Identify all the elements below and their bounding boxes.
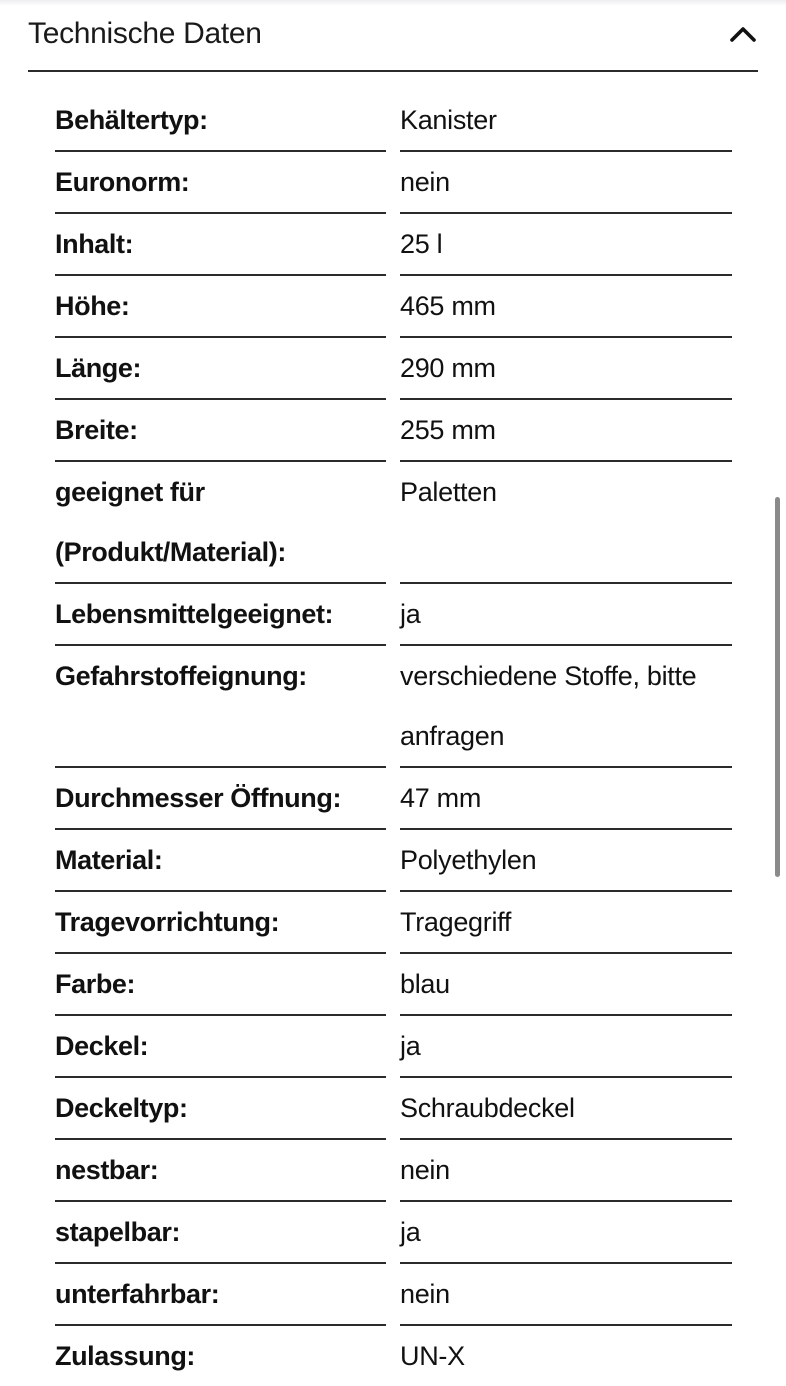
spec-value: ja — [400, 584, 732, 646]
spec-value: nein — [400, 1140, 732, 1202]
spec-label: Deckel: — [55, 1016, 386, 1078]
spec-row-zulassung — [55, 1326, 732, 1386]
spec-row-nestbar — [55, 1140, 732, 1202]
spec-value: 255 mm — [400, 400, 732, 462]
spec-value: UN-X — [400, 1341, 465, 1371]
spec-label: Deckeltyp: — [55, 1078, 386, 1140]
spec-label: Durchmesser Öffnung: — [55, 768, 386, 830]
spec-row-durchmesser-oeffnung — [55, 768, 732, 830]
spec-value: verschiedene Stoffe, bitte anfragen — [400, 646, 732, 768]
spec-label: geeignet für (Produkt/Material): — [55, 462, 386, 584]
spec-label: Behältertyp: — [55, 90, 386, 152]
spec-label: nestbar: — [55, 1140, 386, 1202]
spec-label: Zulassung: — [55, 1341, 196, 1371]
spec-row-geeignet-fuer — [55, 462, 732, 584]
spec-value: 465 mm — [400, 276, 732, 338]
spec-label: Euronorm: — [55, 152, 386, 214]
spec-label: Tragevorrichtung: — [55, 892, 386, 954]
spec-value: nein — [400, 152, 732, 214]
spec-value: 290 mm — [400, 338, 732, 400]
spec-row-deckeltyp — [55, 1078, 732, 1140]
spec-value: Polyethylen — [400, 830, 732, 892]
spec-label: unterfahrbar: — [55, 1264, 386, 1326]
spec-row-breite — [55, 400, 732, 462]
scrollbar-thumb[interactable] — [775, 497, 780, 877]
spec-label: Lebensmittelgeeignet: — [55, 584, 386, 646]
spec-value: Tragegriff — [400, 892, 732, 954]
spec-row-behaeltertyp — [55, 90, 732, 152]
spec-value: Schraubdeckel — [400, 1078, 732, 1140]
spec-label: Länge: — [55, 338, 386, 400]
spec-row-material — [55, 830, 732, 892]
spec-label: Inhalt: — [55, 214, 386, 276]
spec-label: Farbe: — [55, 954, 386, 1016]
spec-row-inhalt — [55, 214, 732, 276]
spec-row-laenge — [55, 338, 732, 400]
spec-value: 47 mm — [400, 768, 732, 830]
spec-label: Höhe: — [55, 276, 386, 338]
spec-label: Breite: — [55, 400, 386, 462]
spec-row-farbe — [55, 954, 732, 1016]
spec-row-euronorm — [55, 152, 732, 214]
chevron-up-icon[interactable] — [728, 19, 758, 49]
accordion-title: Technische Daten — [28, 17, 262, 50]
spec-value: Kanister — [400, 90, 732, 152]
spec-row-hoehe — [55, 276, 732, 338]
spec-value: ja — [400, 1202, 732, 1264]
spec-row-gefahrstoffeignung — [55, 646, 732, 768]
spec-label: Gefahrstoffeignung: — [55, 646, 386, 768]
spec-row-tragevorrichtung — [55, 892, 732, 954]
spec-value: 25 l — [400, 214, 732, 276]
technical-data-accordion-header[interactable] — [28, 0, 758, 72]
spec-row-deckel — [55, 1016, 732, 1078]
spec-value: ja — [400, 1016, 732, 1078]
spec-value: nein — [400, 1264, 732, 1326]
spec-row-stapelbar — [55, 1202, 732, 1264]
spec-value: Paletten — [400, 462, 732, 584]
spec-value: blau — [400, 954, 732, 1016]
spec-table — [55, 90, 732, 1386]
spec-label: stapelbar: — [55, 1202, 386, 1264]
spec-row-unterfahrbar — [55, 1264, 732, 1326]
spec-row-lebensmittelgeeignet — [55, 584, 732, 646]
spec-label: Material: — [55, 830, 386, 892]
